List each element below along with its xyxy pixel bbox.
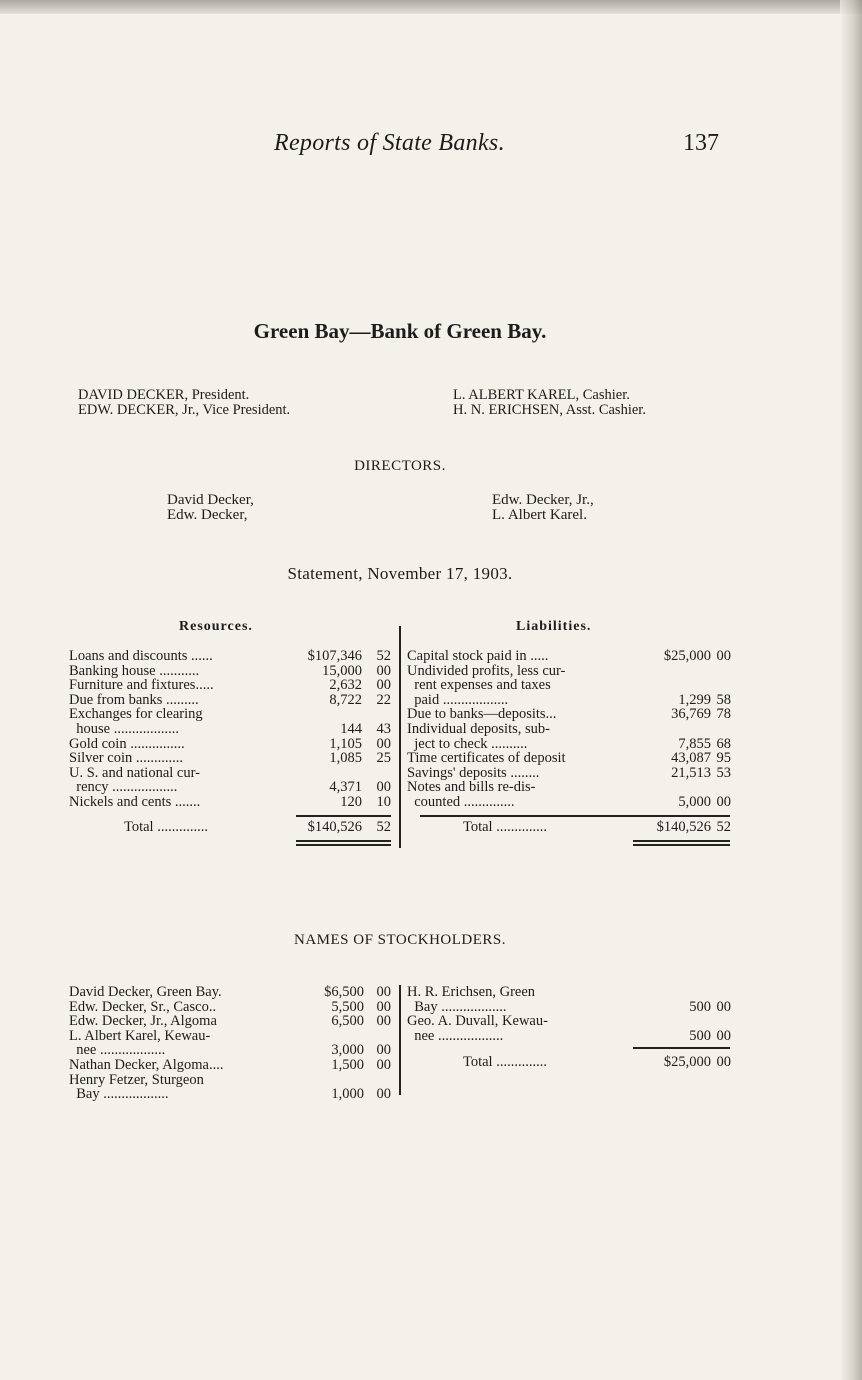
table-row	[69, 1000, 394, 1015]
total-row	[407, 820, 733, 835]
liabilities-double-rule	[633, 844, 730, 846]
table-row	[69, 795, 394, 810]
row-label: Banking house ...........	[69, 663, 200, 679]
statement-title: Statement, November 17, 1903.	[287, 564, 513, 583]
row-cents: 00	[376, 1056, 391, 1073]
row-label: Due from banks .........	[69, 692, 199, 708]
page-number: 137	[683, 130, 719, 156]
row-cents: 00	[376, 1042, 391, 1059]
table-row	[407, 1000, 733, 1015]
row-dollars: 5,500	[331, 998, 364, 1015]
row-dollars: 1,085	[329, 750, 362, 767]
row-dollars: 21,513	[671, 764, 711, 781]
row-label: Time certificates of deposit	[407, 751, 566, 766]
table-row	[69, 649, 394, 664]
row-dollars: $25,000	[663, 648, 711, 664]
row-cents: 00	[376, 677, 391, 694]
row-cents: 52	[376, 648, 391, 664]
table-row	[69, 693, 394, 708]
stockholders-right-table	[407, 985, 733, 1044]
row-dollars: $6,500	[324, 984, 364, 1000]
liabilities-sum-rule	[420, 815, 730, 817]
row-label: Henry Fetzer, Sturgeon	[69, 1072, 204, 1088]
total-cents: 52	[716, 819, 731, 835]
officer-vice-president: EDW. DECKER, Jr., Vice President.	[78, 402, 291, 418]
row-cents: 53	[716, 764, 731, 781]
table-row	[69, 664, 394, 679]
liabilities-double-rule	[633, 840, 730, 842]
stockholders-total	[407, 1055, 733, 1070]
column-divider	[399, 626, 401, 848]
resources-total	[69, 820, 394, 835]
director-name: Edw. Decker, Jr.,	[492, 492, 594, 508]
row-label: David Decker, Green Bay.	[69, 985, 222, 1000]
table-row	[69, 722, 394, 737]
director-name: Edw. Decker,	[167, 507, 248, 523]
table-row	[407, 664, 733, 679]
total-dollars: $140,526	[656, 819, 711, 835]
row-label: Geo. A. Duvall, Kewau-	[407, 1014, 548, 1029]
table-row	[69, 985, 394, 1000]
table-row	[407, 751, 733, 766]
table-row	[69, 1058, 394, 1073]
row-dollars: 2,632	[329, 677, 362, 694]
row-label: paid ..................	[407, 692, 509, 708]
row-label: house ..................	[69, 721, 179, 737]
row-cents: 95	[716, 750, 731, 767]
row-label: Savings' deposits ........	[407, 765, 540, 781]
row-cents: 00	[376, 998, 391, 1015]
total-label: Total ..............	[463, 1055, 547, 1070]
row-label: rent expenses and taxes	[407, 678, 551, 693]
row-label: ject to check ..........	[407, 736, 528, 752]
resources-double-rule	[296, 840, 391, 842]
row-label: nee ..................	[407, 1029, 504, 1044]
table-row	[407, 985, 733, 1000]
table-row	[69, 1029, 394, 1044]
row-dollars: 15,000	[322, 662, 362, 679]
stockholders-sum-rule	[633, 1047, 730, 1049]
row-label: Bay ..................	[69, 1087, 169, 1102]
resources-sum-rule	[296, 815, 391, 817]
resources-double-rule	[296, 844, 391, 846]
row-cents: 00	[376, 662, 391, 679]
table-row	[69, 751, 394, 766]
row-label: nee ..................	[69, 1043, 166, 1058]
total-cents: 52	[376, 819, 391, 835]
row-label: Notes and bills re-dis-	[407, 780, 536, 795]
row-label: counted ..............	[407, 794, 515, 810]
table-row	[69, 1043, 394, 1058]
table-row	[69, 707, 394, 722]
row-dollars: 500	[689, 1028, 711, 1045]
officer-cashier: L. ALBERT KAREL, Cashier.	[453, 387, 630, 403]
table-row	[407, 780, 733, 795]
row-cents: 10	[376, 793, 391, 810]
total-label: Total ..............	[124, 820, 208, 835]
row-cents: 00	[376, 735, 391, 752]
director-name: L. Albert Karel.	[492, 507, 587, 523]
table-row	[407, 737, 733, 752]
table-row	[69, 1014, 394, 1029]
row-dollars: 120	[340, 793, 362, 810]
row-label: U. S. and national cur-	[69, 765, 200, 781]
table-row	[407, 766, 733, 781]
table-row	[69, 766, 394, 781]
row-cents: 78	[716, 706, 731, 723]
row-dollars: 6,500	[331, 1013, 364, 1030]
table-row	[69, 678, 394, 693]
row-cents: 00	[376, 1013, 391, 1030]
row-cents: 00	[716, 648, 731, 664]
row-label: Due to banks—deposits...	[407, 707, 557, 722]
table-row	[69, 780, 394, 795]
row-dollars: 43,087	[671, 750, 711, 767]
row-cents: 68	[716, 735, 731, 752]
scan-edge-top	[0, 0, 862, 14]
row-dollars: 36,769	[671, 706, 711, 723]
bank-title: Green Bay—Bank of Green Bay.	[253, 319, 547, 343]
row-cents: 00	[376, 1086, 391, 1103]
row-label: Nathan Decker, Algoma....	[69, 1057, 224, 1073]
liabilities-total	[407, 820, 733, 835]
scan-edge-right	[840, 0, 862, 1380]
row-dollars: 8,722	[329, 691, 362, 708]
table-row	[407, 1014, 733, 1029]
officer-asst-cashier: H. N. ERICHSEN, Asst. Cashier.	[453, 402, 646, 418]
row-label: H. R. Erichsen, Green	[407, 985, 536, 1000]
table-row	[69, 1073, 394, 1088]
row-label: Gold coin ...............	[69, 736, 185, 752]
row-label: Furniture and fixtures.....	[69, 678, 214, 693]
row-label: Silver coin .............	[69, 751, 183, 766]
running-header-title: Reports of State Banks.	[274, 130, 505, 156]
row-label: L. Albert Karel, Kewau-	[69, 1028, 211, 1044]
table-row	[407, 707, 733, 722]
row-cents: 00	[376, 984, 391, 1000]
table-row	[407, 795, 733, 810]
row-dollars: 1,500	[331, 1056, 364, 1073]
row-label: Nickels and cents .......	[69, 794, 201, 810]
row-label: Individual deposits, sub-	[407, 721, 550, 737]
table-row	[407, 722, 733, 737]
row-dollars: 500	[689, 998, 711, 1015]
stockholders-left-table	[69, 985, 394, 1102]
resources-heading: Resources.	[179, 619, 253, 634]
row-dollars: 4,371	[329, 779, 362, 796]
row-dollars: 144	[340, 720, 362, 737]
table-row	[407, 649, 733, 664]
table-row	[407, 693, 733, 708]
row-dollars: 1,299	[678, 691, 711, 708]
officer-president: DAVID DECKER, President.	[78, 387, 250, 403]
total-cents: 00	[716, 1054, 731, 1070]
row-label: Capital stock paid in .....	[407, 649, 549, 664]
total-label: Total ..............	[463, 820, 547, 835]
stockholders-heading: NAMES OF STOCKHOLDERS.	[293, 932, 506, 948]
row-label: rency ..................	[69, 780, 178, 795]
row-label: Bay ..................	[407, 999, 507, 1015]
row-cents: 00	[376, 779, 391, 796]
stockholders-column-divider	[399, 985, 401, 1095]
row-dollars: 1,105	[329, 735, 362, 752]
row-label: Edw. Decker, Sr., Casco..	[69, 999, 217, 1015]
table-row	[69, 1087, 394, 1102]
row-label: Loans and discounts ......	[69, 649, 213, 664]
row-dollars: $107,346	[307, 648, 362, 664]
row-cents: 00	[716, 793, 731, 810]
liabilities-heading: Liabilities.	[516, 619, 592, 634]
row-dollars: 5,000	[678, 793, 711, 810]
table-row	[69, 737, 394, 752]
row-dollars: 1,000	[331, 1086, 364, 1103]
total-dollars: $25,000	[663, 1054, 711, 1070]
liabilities-table	[407, 649, 733, 810]
row-dollars: 7,855	[678, 735, 711, 752]
row-cents: 43	[376, 720, 391, 737]
total-row	[407, 1055, 733, 1070]
row-dollars: 3,000	[331, 1042, 364, 1059]
resources-table	[69, 649, 394, 810]
row-label: Exchanges for clearing	[69, 707, 203, 722]
total-row	[69, 820, 394, 835]
row-cents: 25	[376, 750, 391, 767]
row-cents: 00	[716, 998, 731, 1015]
row-label: Undivided profits, less cur-	[407, 663, 566, 679]
table-row	[407, 1029, 733, 1044]
total-dollars: $140,526	[307, 819, 362, 835]
row-cents: 22	[376, 691, 391, 708]
row-cents: 00	[716, 1028, 731, 1045]
row-label: Edw. Decker, Jr., Algoma	[69, 1014, 217, 1029]
table-row	[407, 678, 733, 693]
director-name: David Decker,	[167, 492, 254, 508]
row-cents: 58	[716, 691, 731, 708]
directors-heading: DIRECTORS.	[354, 458, 446, 474]
